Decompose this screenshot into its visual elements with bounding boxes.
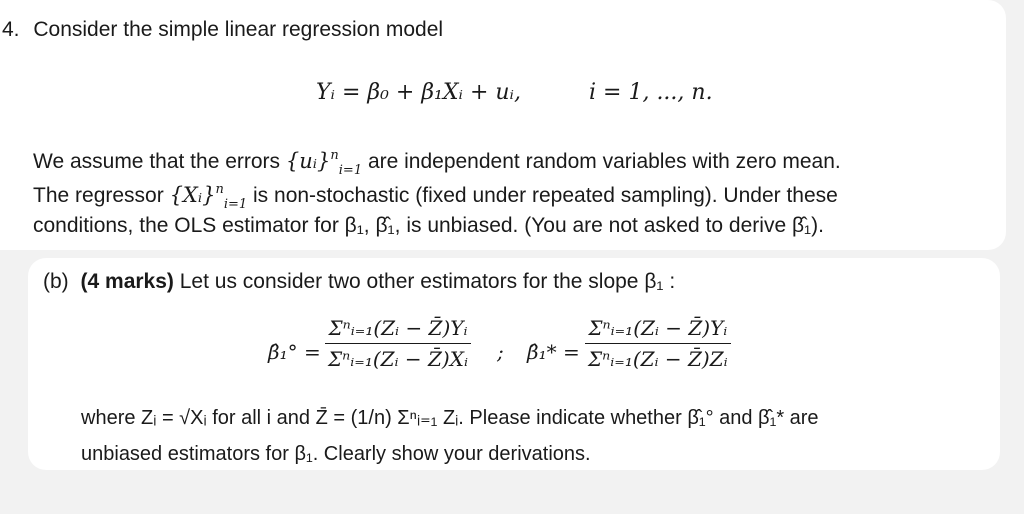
question-heading <box>2 17 443 43</box>
assumption-line-3: conditions, the OLS estimator for β₁, β̂₁, is unbiased. (You are not asked to derive β̂₁). <box>33 214 824 237</box>
assumption-line-1: We assume that the errors {uᵢ}$^n_{i=1}$ are independent random variables with zero mean. <box>33 148 841 178</box>
estimator-circle-denominator: Σⁿᵢ₌₁(Zᵢ − Z̄)Xᵢ <box>328 347 468 371</box>
assumption-text-2b: is non-stochastic (fixed under repeated sampling). Under these <box>253 184 838 207</box>
regressor-set: {Xᵢ} <box>169 183 216 207</box>
model-equation: Yᵢ = β₀ + β₁Xᵢ + uᵢ, <box>316 80 521 105</box>
assumption-text-1a: We assume that the errors <box>33 150 281 173</box>
estimator-circle-fraction <box>325 316 471 371</box>
part-b-marks: (4 marks) <box>80 270 174 293</box>
part-b-prompt <box>43 269 675 295</box>
assumption-text-2a: The regressor <box>33 184 164 207</box>
estimator-star-denominator: Σⁿᵢ₌₁(Zᵢ − Z̄)Zᵢ <box>588 347 728 371</box>
errors-set: {uᵢ} <box>285 149 331 173</box>
estimator-circle-numerator: Σⁿᵢ₌₁(Zᵢ − Z̄)Yᵢ <box>325 316 471 344</box>
estimator-star-numerator: Σⁿᵢ₌₁(Zᵢ − Z̄)Yᵢ <box>585 316 731 344</box>
estimator-star-label: β̂₁* = <box>527 340 580 364</box>
estimator-separator: ; <box>497 340 504 364</box>
model-index-range: i = 1, ..., n. <box>589 80 713 105</box>
estimator-circle-label: β̂₁° = <box>268 340 321 364</box>
part-b-prompt-text: Let us consider two other estimators for the slope β₁ : <box>179 270 676 293</box>
final-instruction-line: unbiased estimators for β₁. Clearly show your derivations. <box>81 443 591 465</box>
question-intro: Consider the simple linear regression model <box>33 18 444 41</box>
part-b-label: (b) <box>43 270 69 293</box>
estimator-star-fraction <box>585 316 731 371</box>
where-definition-line: where Zᵢ = √Xᵢ for all i and Z̄ = (1/n) Σⁿᵢ₌₁ Zᵢ. Please indicate whether β̂₁° and β̂₁* are <box>81 407 819 429</box>
assumption-line-2: The regressor {Xᵢ}$^n_{i=1}$ is non-stochastic (fixed under repeated sampling). Under these <box>33 182 838 212</box>
assumption-text-1b: are independent random variables with zero mean. <box>367 150 841 173</box>
question-number: 4. <box>2 18 20 41</box>
